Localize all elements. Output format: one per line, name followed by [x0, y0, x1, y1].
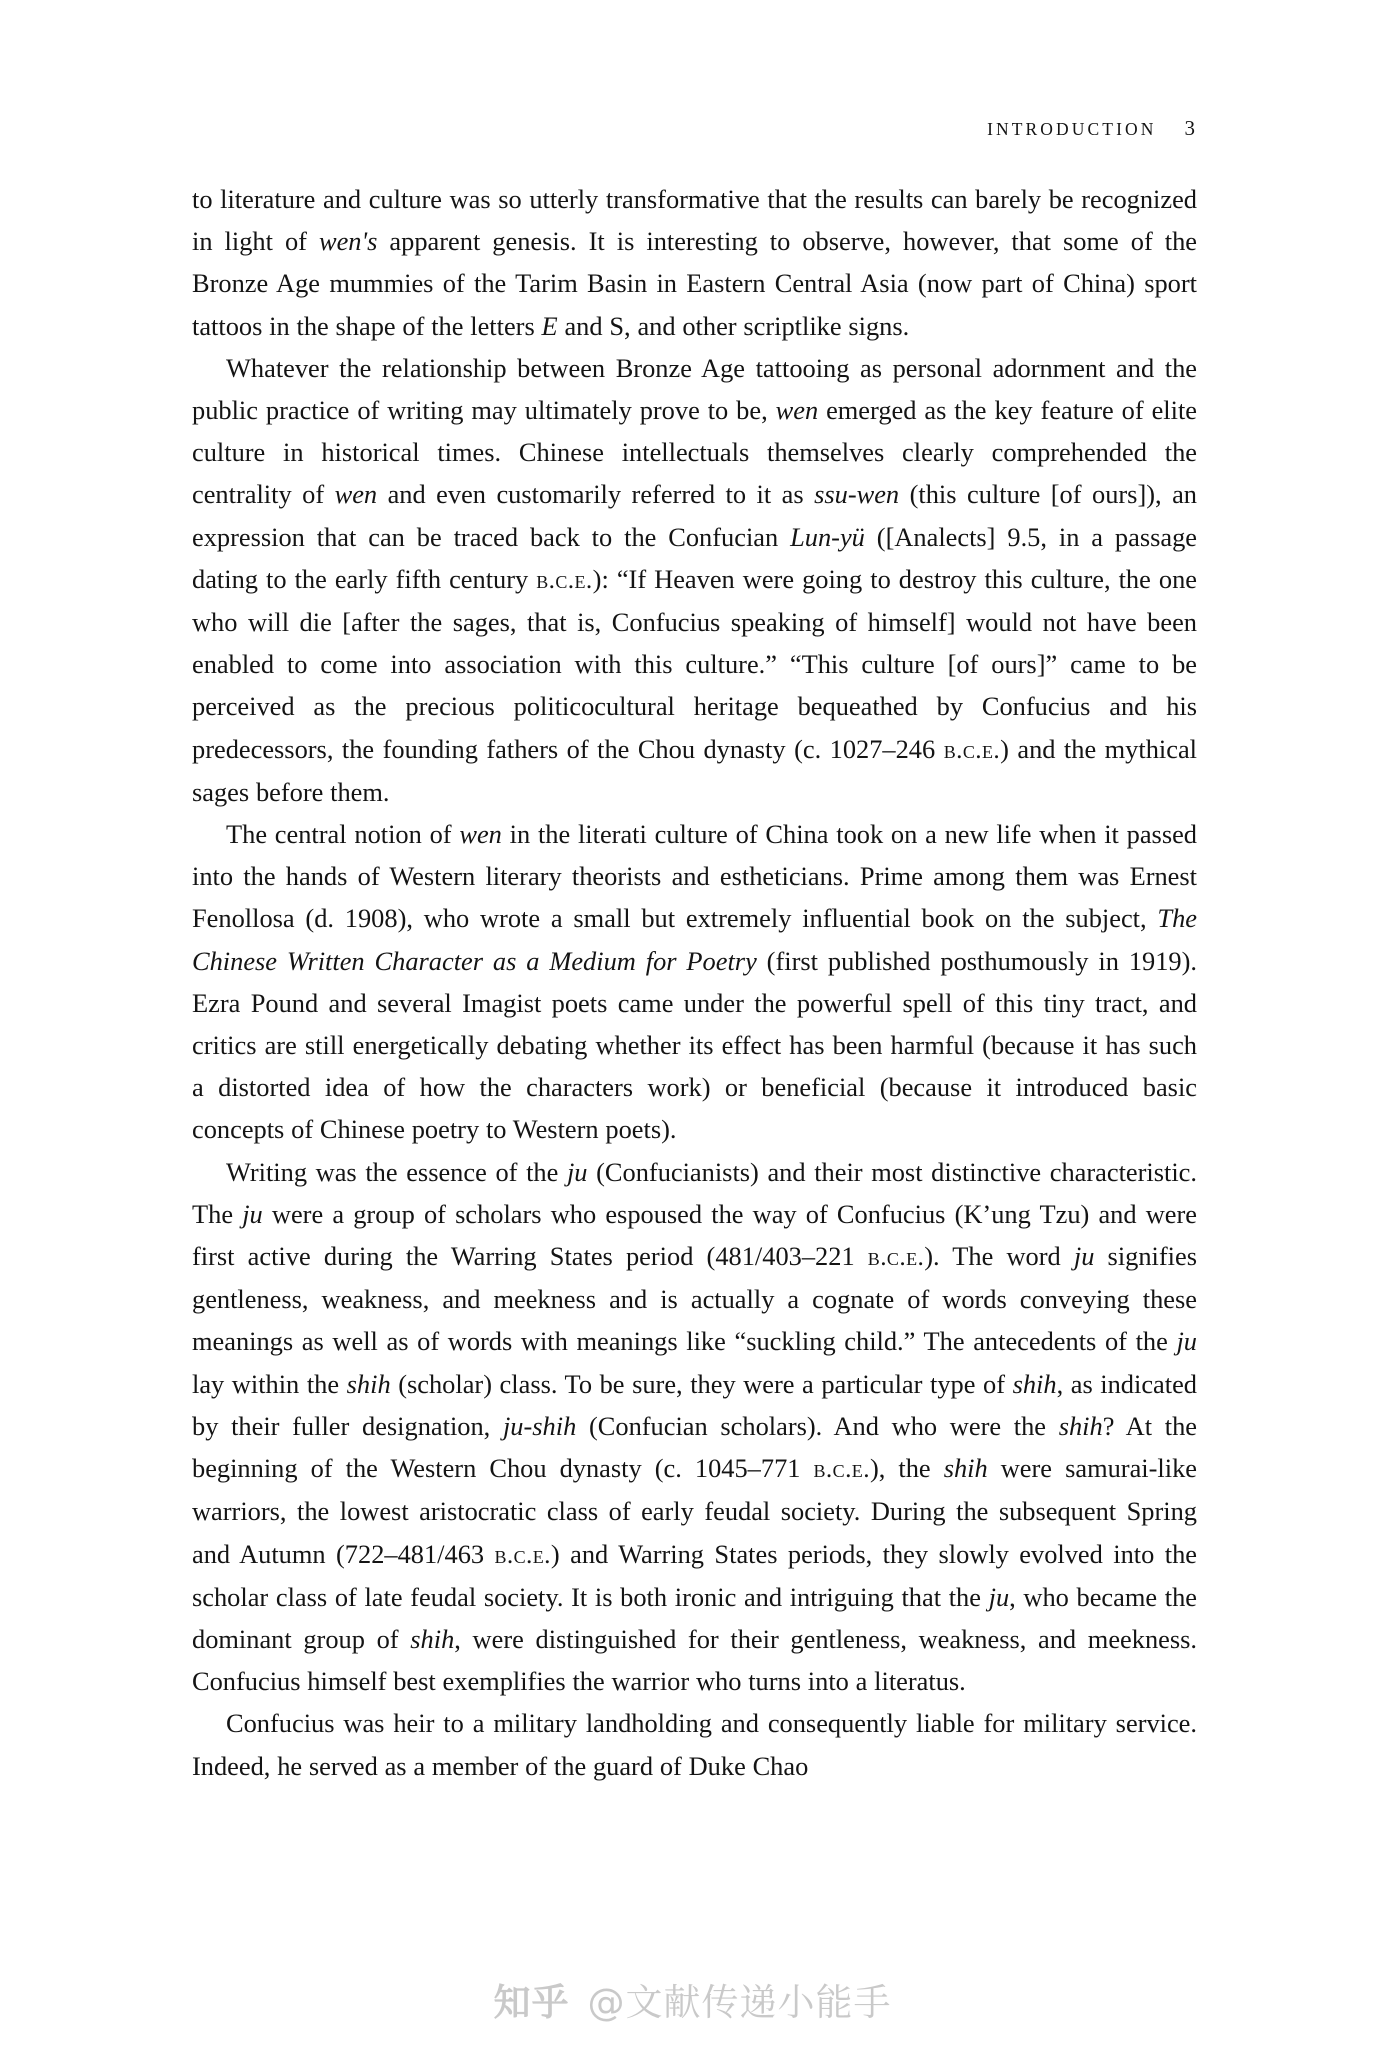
- body-text-block: [192, 178, 1197, 1787]
- text-run: Writing was the essence of the: [226, 1156, 567, 1187]
- italic-term: wen's: [318, 226, 378, 257]
- watermark-logo: 知乎: [493, 1981, 570, 2024]
- text-run: and even customarily referred to it as: [377, 479, 815, 510]
- text-run: ) and the mythical sages before them.: [192, 733, 1197, 807]
- text-run: (Confucian scholars). And who were the: [576, 1410, 1059, 1441]
- italic-term: E: [541, 310, 558, 341]
- text-run: ([Analects] 9.5, in a passage dating to the early fifth century: [192, 521, 1197, 594]
- text-run: Confucius was heir to a military landholding and consequently liable for military service. Indeed, he served as a member of the guard of Duke Chao: [192, 1708, 1197, 1781]
- running-head: [190, 116, 1195, 144]
- text-run: were a group of scholars who espoused the way of Confucius (K’ung Tzu) and were first active during the Warring States period (481/403–221: [192, 1198, 1197, 1272]
- text-run: and: [557, 310, 610, 341]
- small-caps-era: b.c.e.: [813, 1455, 870, 1484]
- small-caps-era: b.c.e.: [536, 565, 593, 594]
- paragraph-5: [192, 1702, 1197, 1786]
- text-run: (first published posthumously in 1919). Ezra Pound and several Imagist poets came under the powerful spell of this tiny tract, and critics are still energetically debating whether its effect has been harmful (because it has such a distorted idea of how the characters work) or beneficial (because it introduced basic concepts of Chinese poetry to Western poets).: [192, 945, 1197, 1145]
- text-run: to literature and culture was so utterly transformative that the results can barely be recognized in light of: [192, 184, 1197, 257]
- italic-term: wen: [459, 819, 502, 850]
- text-run: (scholar) class. To be sure, they were a particular type of: [390, 1368, 1013, 1399]
- page-number: 3: [1184, 116, 1195, 140]
- small-caps-era: b.c.e.: [943, 735, 1001, 764]
- text-run: emerged as the key feature of elite culture in historical times. Chinese intellectuals themselves clearly comprehended the centrality of: [192, 395, 1197, 510]
- watermark: [0, 1972, 1385, 2026]
- small-caps-era: b.c.e.: [494, 1540, 551, 1569]
- running-head-title: INTRODUCTION: [987, 119, 1157, 139]
- italic-term: ju: [1073, 1241, 1095, 1272]
- text-run: in the literati culture of China took on a new life when it passed into the hands of Western literary theorists and estheticians. Prime among them was Ernest Fenollosa (d. 1908), who wrote a small but extremely influential book on the subject,: [192, 819, 1198, 934]
- italic-term: ju-shih: [502, 1410, 577, 1441]
- italic-term: shih: [410, 1623, 455, 1654]
- italic-term: ju: [1176, 1326, 1197, 1357]
- italic-term: ju: [242, 1198, 263, 1229]
- text-run: (this culture [of ours]), an expression that can be traced back to the Confucian: [192, 479, 1198, 552]
- text-run: Whatever the relationship between Bronze Age tattooing as personal adornment and the public practice of writing may ultimately prove to be,: [192, 352, 1197, 426]
- italic-term: shih: [1058, 1410, 1103, 1441]
- italic-term: Lun-yü: [790, 521, 865, 552]
- italic-term: shih: [943, 1453, 988, 1484]
- text-run: , who became the dominant group of: [192, 1581, 1197, 1654]
- text-run: apparent genesis. It is interesting to observe, however, that some of the Bronze Age mummies of the Tarim Basin in Eastern Central Asia (now part of China) sport tattoos in the shape of the letters: [192, 226, 1197, 341]
- text-run: (Confucianists) and their most distinctive characteristic. The: [192, 1156, 1197, 1229]
- italic-term: ju: [566, 1156, 588, 1187]
- text-run: , and other scriptlike signs.: [624, 310, 910, 341]
- italic-term: shih: [1012, 1368, 1057, 1399]
- text-run: , as indicated by their fuller designation,: [192, 1368, 1198, 1441]
- paragraph-4: [192, 1151, 1197, 1703]
- text-run: ). The word: [924, 1241, 1074, 1272]
- text-run: were samurai-like warriors, the lowest aristocratic class of early feudal society. During the subsequent Spring and Autumn (722–481/463: [192, 1453, 1197, 1569]
- italic-term: ju: [988, 1581, 1010, 1612]
- text-run: , were distinguished for their gentleness, weakness, and meekness. Confucius himself best exemplifies the warrior who turns into a literatus.: [192, 1623, 1198, 1697]
- text-run: The central notion of: [226, 819, 460, 850]
- text-run: signifies gentleness, weakness, and meekness and is actually a cognate of words conveying these meanings as well as of words with meanings like “suckling child.” The antecedents of the: [192, 1241, 1197, 1357]
- italic-term: wen: [334, 479, 378, 510]
- paragraph-3: [192, 813, 1197, 1151]
- italic-term: ssu-wen: [814, 479, 900, 510]
- small-caps-era: b.c.e.: [867, 1243, 925, 1272]
- italic-term: shih: [346, 1368, 391, 1399]
- text-run: ? At the beginning of the Western Chou dynasty (c. 1045–771: [192, 1410, 1198, 1484]
- italic-term: The Chinese Written Character as a Medium for Poetry: [192, 903, 1197, 976]
- watermark-handle: @文献传递小能手: [587, 1981, 892, 2024]
- text-run: S: [609, 310, 625, 341]
- paragraph-1: [192, 178, 1197, 347]
- italic-term: wen: [775, 395, 819, 426]
- text-run: ) and Warring States periods, they slowly evolved into the scholar class of late feudal society. It is both ironic and intriguing that the: [192, 1538, 1197, 1612]
- text-run: ): “If Heaven were going to destroy this culture, the one who will die [after the sages, that is, Confucius speaking of himself] would not have been enabled to come into association with this culture.” “This culture [of ours]” came to be perceived as the precious politicocultural heritage bequeathed by Confucius and his predecessors, the founding fathers of the Chou dynasty (c. 1027–246: [192, 563, 1197, 764]
- paragraph-2: [192, 347, 1197, 813]
- text-run: lay within the: [192, 1368, 347, 1399]
- text-run: ), the: [869, 1453, 944, 1484]
